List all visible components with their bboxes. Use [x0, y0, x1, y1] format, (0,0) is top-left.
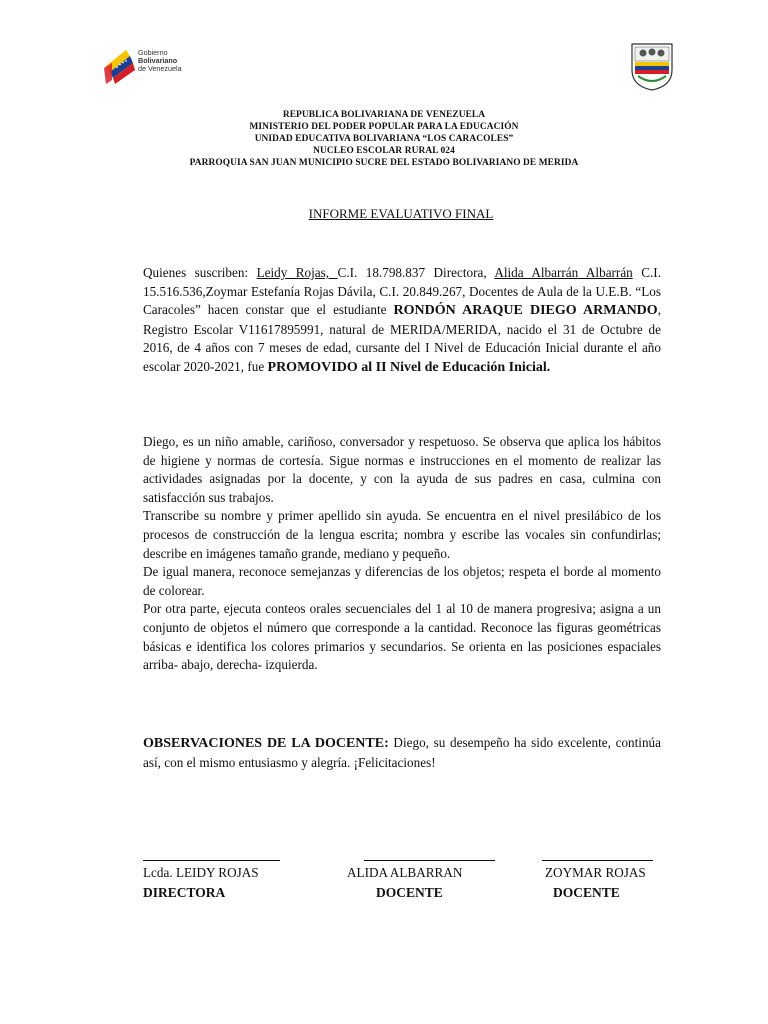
intro-text: C.I. 18.798.837 Directora, — [337, 265, 495, 280]
header-nucleo: NUCLEO ESCOLAR RURAL 024 — [313, 146, 455, 156]
header-unidad: UNIDAD EDUCATIVA BOLIVARIANA “LOS CARACOLES” — [254, 134, 514, 144]
signature-name: ALIDA ALBARRAN — [347, 865, 463, 880]
signature-line-docente-1 — [364, 860, 495, 861]
evaluation-body — [143, 433, 661, 675]
signature-role: DOCENTE — [553, 885, 620, 900]
logo-text-line: Bolivariano — [138, 56, 178, 65]
school-crest-logo — [628, 40, 676, 92]
logo-text-line: de Venezuela — [138, 64, 182, 73]
observaciones-text: Diego, su desempeño ha sido excelente, continúa así, con el mismo entusiasmo y alegría. ¡Felicitaciones! — [143, 735, 662, 770]
signature-line-docente-2 — [542, 860, 653, 861]
observaciones-paragraph — [143, 734, 661, 772]
gobierno-bolivariano-logo — [100, 36, 196, 90]
header-republica: REPUBLICA BOLIVARIANA DE VENEZUELA — [282, 110, 486, 120]
header-parroquia: PARROQUIA SAN JUAN MUNICIPIO SUCRE DEL ESTADO BOLIVARIANO DE MERIDA — [189, 158, 579, 168]
intro-text: Quienes suscriben: — [143, 265, 257, 280]
evaluation-paragraph: De igual manera, reconoce semejanzas y diferencias de los objetos; respeta el borde al momento de colorear. — [143, 564, 661, 598]
signature-name: ZOYMAR ROJAS — [545, 865, 646, 880]
promotion-text: PROMOVIDO al II Nivel de Educación Inicial. — [267, 359, 551, 375]
header-ministerio: MINISTERIO DEL PODER POPULAR PARA LA EDUCACIÓN — [249, 122, 519, 132]
logo-text-line: Gobierno — [138, 48, 168, 57]
signature-role: DIRECTORA — [143, 885, 226, 900]
signature-name: Lcda. LEIDY ROJAS — [143, 865, 259, 880]
signature-role: DOCENTE — [376, 885, 443, 900]
director-name: Leidy Rojas, — [256, 265, 338, 280]
observaciones-label: OBSERVACIONES DE LA DOCENTE: — [143, 736, 389, 751]
school-shield-icon — [628, 40, 676, 92]
evaluation-paragraph: Diego, es un niño amable, cariñoso, conversador y respetuoso. Se observa que aplica los hábitos de higiene y normas de cortesía. Sigue normas e instrucciones en el momento de realizar las actividades asignadas por la docente, y con la ayuda de sus padres en casa, culmina con satisfacción sus trabajos. — [143, 434, 661, 505]
document-title: INFORME EVALUATIVO FINAL — [308, 206, 494, 221]
intro-paragraph — [143, 264, 661, 378]
teacher-name: Alida Albarrán Albarrán — [494, 265, 633, 280]
evaluation-paragraph: Por otra parte, ejecuta conteos orales secuenciales del 1 al 10 de manera progresiva; asigna a un conjunto de objetos el número que corresponde a la cantidad. Reconoce las figuras geométricas básicas e identifica los colores primarios y secundarios. Se orienta en las posiciones espaciales arriba- abajo, derecha- izquierda. — [143, 601, 661, 673]
intro-text: , Registro Escolar V11617895991, natural de MERIDA/MERIDA, nacido el 31 de Octubre de 2016, de 4 años con 7 meses de edad, cursante del I Nivel de Educación Inicial durante el año escolar 2020-2021, fue — [143, 302, 661, 374]
intro-text: C.I. 15.516.536,Zoymar Estefanía Rojas Dávila, C.I. 20.849.267, Docentes de Aula de la U.E.B. “Los Caracoles” hacen constar que el estudiante — [143, 265, 661, 318]
signature-line-directora — [143, 860, 280, 861]
evaluation-paragraph: Transcribe su nombre y primer apellido sin ayuda. Se encuentra en el nivel presilábico de los procesos de construcción de la lengua escrita; nombra y escribe las vocales sin confundirlas; describe en imágenes tamaño grande, mediano y pequeño. — [143, 508, 661, 561]
student-name: RONDÓN ARAQUE DIEGO ARMANDO — [393, 303, 658, 319]
